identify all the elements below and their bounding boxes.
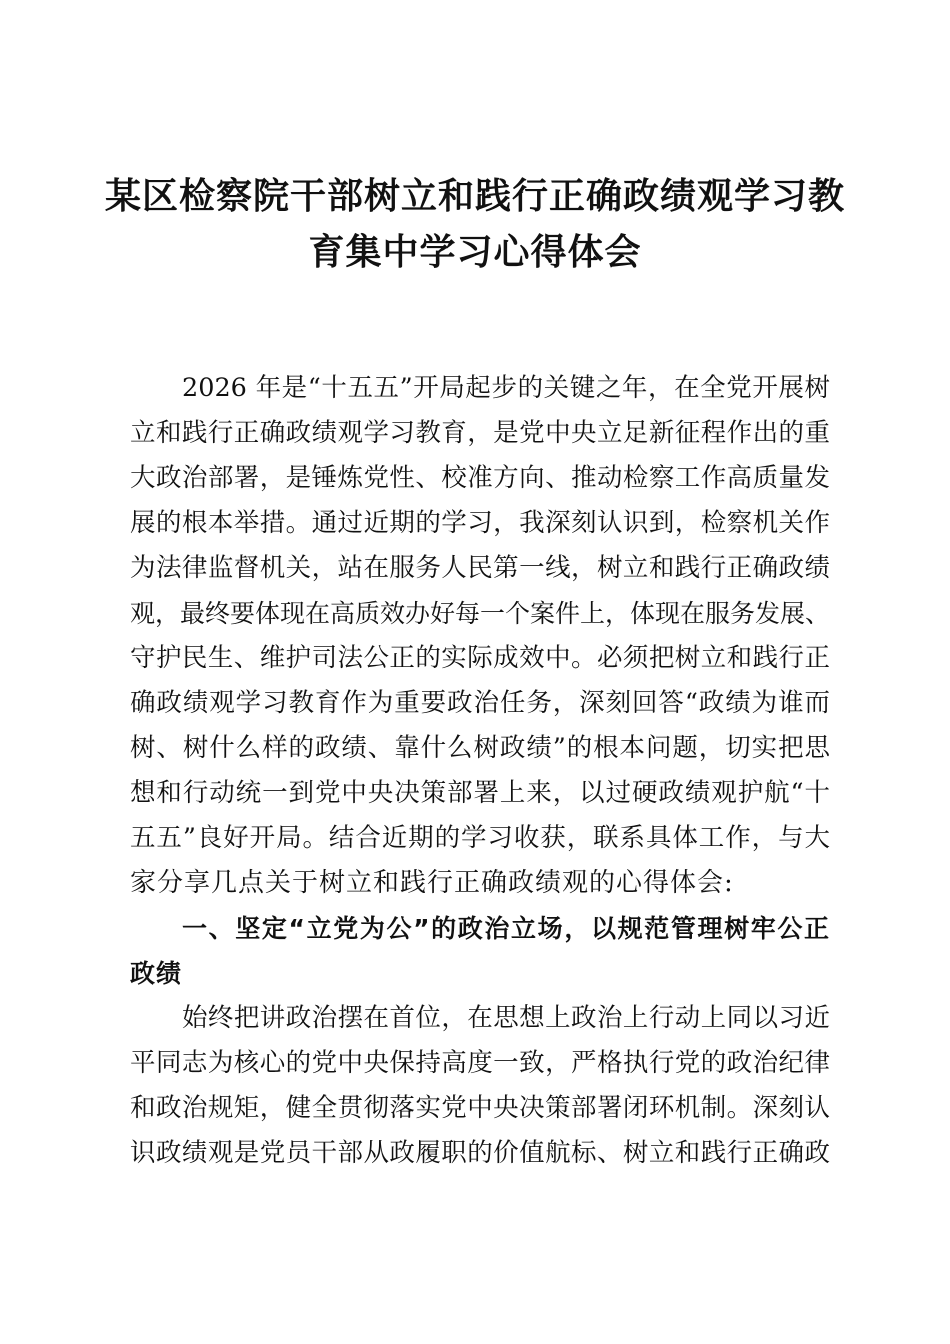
paragraph-line: 五五”良好开局。结合近期的学习收获，联系具体工作，与大	[130, 823, 830, 853]
document-title	[100, 168, 850, 280]
title-line-1: 某区检察院干部树立和践行正确政绩观学习教	[104, 175, 845, 217]
paragraph-line: 想和行动统一到党中央决策部署上来，以过硬政绩观护航“十	[130, 778, 830, 808]
document-body	[130, 366, 830, 1176]
paragraph-line: 立和践行正确政绩观学习教育，是党中央立足新征程作出的重	[130, 418, 830, 448]
paragraph-line: 始终把讲政治摆在首位，在思想上政治上行动上同以习近	[182, 1003, 830, 1033]
title-line-2: 育集中学习心得体会	[308, 231, 642, 273]
paragraph-line: 展的根本举措。通过近期的学习，我深刻认识到，检察机关作	[130, 508, 830, 538]
paragraph-line: 大政治部署，是锤炼党性、校准方向、推动检察工作高质量发	[130, 463, 830, 493]
paragraph-line: 观，最终要体现在高质效办好每一个案件上，体现在服务发展、	[130, 599, 831, 628]
paragraph-line: 守护民生、维护司法公正的实际成效中。必须把树立和践行正	[130, 643, 830, 673]
paragraph-line: 树、树什么样的政绩、靠什么树政绩”的根本问题，切实把思	[130, 733, 830, 763]
paragraph-line: 为法律监督机关，站在服务人民第一线，树立和践行正确政绩	[130, 553, 830, 583]
paragraph-line: 平同志为核心的党中央保持高度一致，严格执行党的政治纪律	[130, 1048, 830, 1078]
paragraph-section-1	[130, 996, 830, 1176]
paragraph-line: 识政绩观是党员干部从政履职的价值航标、树立和践行正确政	[130, 1138, 830, 1168]
paragraph-line: 2026 年是“十五五”开局起步的关键之年，在全党开展树	[182, 373, 830, 403]
section-heading-1	[130, 906, 830, 996]
paragraph-line: 家分享几点关于树立和践行正确政绩观的心得体会:	[130, 868, 734, 898]
heading-line: 政绩	[130, 959, 183, 988]
paragraph-line: 和政治规矩，健全贯彻落实党中央决策部署闭环机制。深刻认	[130, 1093, 830, 1123]
paragraph-line: 确政绩观学习教育作为重要政治任务，深刻回答“政绩为谁而	[130, 688, 830, 718]
heading-line: 一、坚定“立党为公”的政治立场，以规范管理树牢公正	[182, 914, 830, 943]
paragraph-intro	[130, 366, 830, 906]
